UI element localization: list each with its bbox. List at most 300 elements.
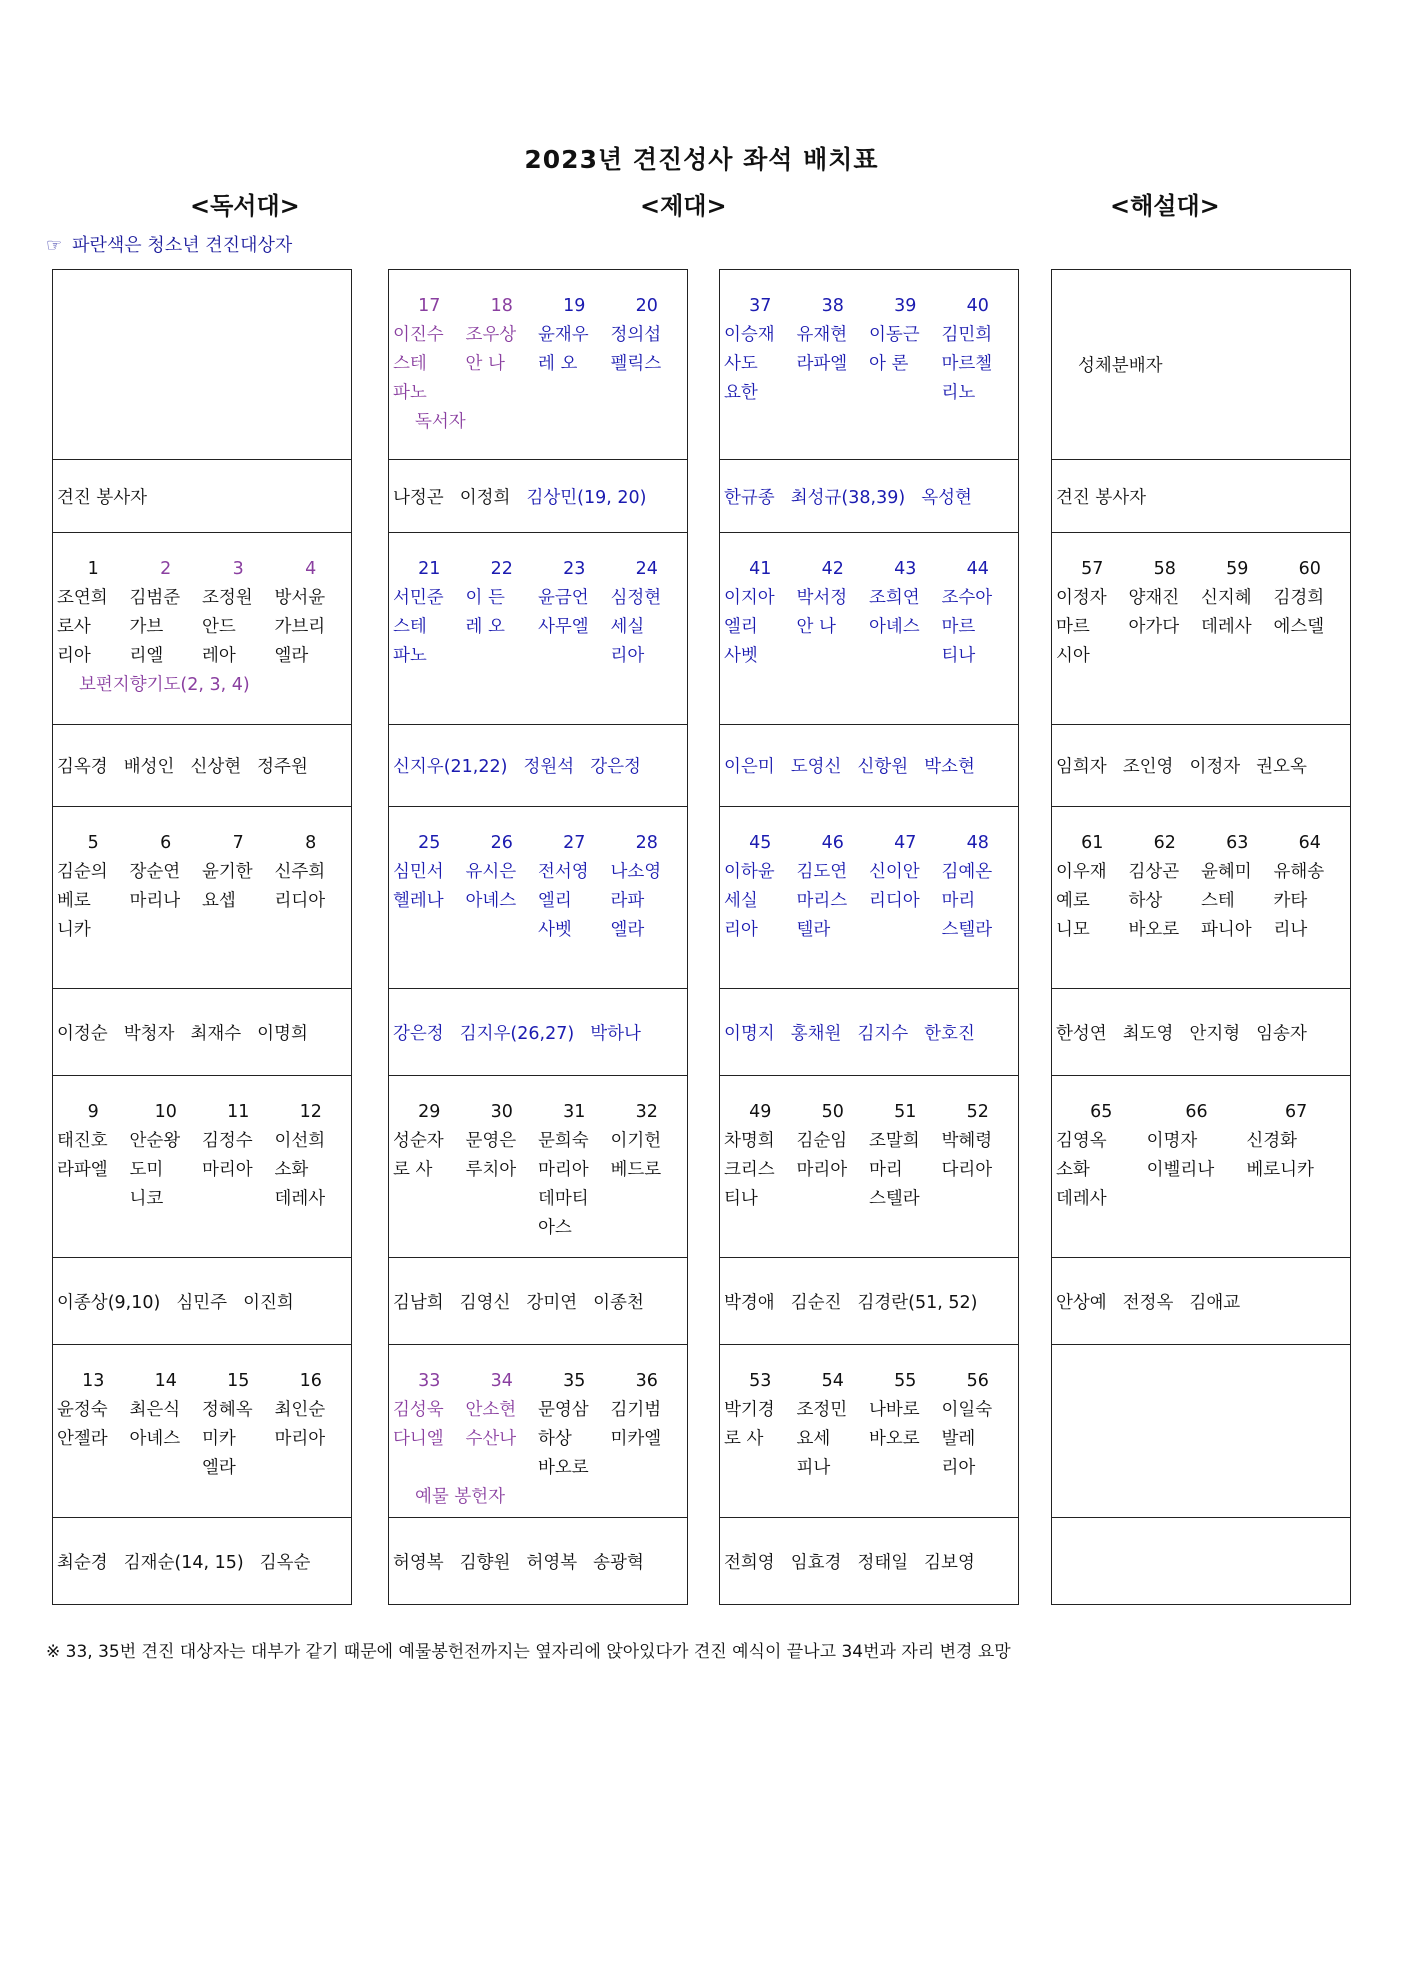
seat-block — [720, 270, 1018, 460]
candidate-name: 전서영 — [538, 862, 589, 882]
candidate-name: 정혜옥 — [202, 1400, 253, 1420]
seat-name-row — [1056, 858, 1346, 887]
baptismal-name: 라파 — [610, 891, 645, 911]
helper-row — [1052, 460, 1350, 533]
seat-block — [53, 1076, 351, 1258]
helper-row — [53, 1258, 351, 1345]
baptismal-name-cont: 니모 — [1056, 920, 1090, 940]
baptismal-name-cont — [275, 916, 348, 945]
seat-block — [1052, 1076, 1350, 1258]
candidate-name: 정의섭 — [610, 325, 662, 345]
baptismal-name-row — [57, 887, 347, 916]
helper-name: 정원석 — [523, 757, 575, 777]
baptismal-name-cont — [538, 642, 611, 671]
baptismal-name-row — [724, 1156, 1014, 1185]
baptismal-name-row — [724, 350, 1014, 379]
baptismal-name: 마리아 — [274, 1429, 326, 1449]
baptismal-name-cont: 바오로 — [1128, 920, 1180, 940]
baptismal-name-row — [57, 613, 347, 642]
seat-block — [389, 1345, 687, 1518]
baptismal-name-cont: 사벳 — [724, 646, 758, 666]
seat-number: 2 — [160, 559, 172, 579]
baptismal-name: 사무엘 — [538, 617, 589, 637]
baptismal-name: 마리 — [869, 1160, 903, 1180]
baptismal-name: 마르첼 — [941, 354, 993, 374]
baptismal-name-cont: 엘라 — [610, 920, 645, 940]
seat-name-row — [393, 1396, 683, 1425]
candidate-name: 유재현 — [796, 325, 848, 345]
baptismal-name: 로 사 — [393, 1160, 433, 1180]
candidate-name: 조말희 — [869, 1131, 920, 1151]
helper-name: 신지우(21,22) — [393, 757, 508, 777]
candidate-name: 성순자 — [393, 1131, 444, 1151]
seat-block — [53, 807, 351, 989]
baptismal-name-row — [724, 613, 1014, 642]
page-title: 2023년 견진성사 좌석 배치표 — [524, 145, 879, 174]
baptismal-name: 데레사 — [1201, 617, 1252, 637]
baptismal-name-cont: 시아 — [1056, 646, 1090, 666]
seat-number: 67 — [1285, 1102, 1308, 1122]
helper-list — [57, 989, 347, 1075]
candidate-name: 조희연 — [869, 588, 920, 608]
baptismal-name: 크리스 — [724, 1160, 775, 1180]
seat-number-row — [57, 1367, 347, 1396]
baptismal-name-row — [393, 887, 683, 916]
baptismal-name-cont — [869, 642, 942, 671]
baptismal-name: 아녜스 — [129, 1429, 181, 1449]
baptismal-name-row-2 — [1056, 1185, 1346, 1214]
seat-number-row — [393, 1098, 683, 1127]
candidate-name: 김상곤 — [1128, 862, 1180, 882]
helper-name: 강미연 — [526, 1292, 578, 1313]
candidate-name: 김순임 — [796, 1131, 848, 1151]
helper-row — [389, 989, 687, 1076]
candidate-name: 윤재우 — [538, 325, 589, 345]
baptismal-name: 라파엘 — [57, 1160, 108, 1180]
candidate-name: 이일숙 — [941, 1400, 993, 1420]
candidate-name: 이동근 — [869, 325, 920, 345]
baptismal-name: 소화 — [274, 1160, 309, 1180]
baptismal-name: 엘리 — [724, 617, 758, 637]
seat-number: 4 — [305, 559, 317, 579]
helper-name: 권오옥 — [1256, 757, 1307, 777]
baptismal-name: 사도 — [724, 354, 758, 374]
baptismal-name-row-2 — [393, 1185, 683, 1214]
candidate-name: 이정자 — [1056, 588, 1107, 608]
helper-name: 최순경 — [57, 1552, 108, 1573]
seat-block — [53, 270, 351, 460]
seat-number: 66 — [1185, 1102, 1208, 1122]
helper-name: 임효경 — [790, 1552, 842, 1573]
seat-number: 29 — [418, 1102, 441, 1122]
helper-name: 이진희 — [243, 1292, 294, 1313]
baptismal-name-row-2 — [393, 1454, 683, 1483]
baptismal-name-row — [724, 1425, 1014, 1454]
seat-block — [720, 807, 1018, 989]
baptismal-name: 요세 — [796, 1429, 831, 1449]
baptismal-name-cont: 티나 — [724, 1189, 758, 1209]
baptismal-name-cont — [942, 1185, 1015, 1214]
baptismal-name-row-2 — [393, 916, 683, 945]
helper-name: 김지수 — [857, 1023, 909, 1044]
seat-name-row — [57, 1396, 347, 1425]
helper-name: 한호진 — [924, 1023, 975, 1044]
candidate-name: 유시은 — [465, 862, 517, 882]
baptismal-name: 레 오 — [538, 354, 578, 374]
helper-row — [389, 1258, 687, 1345]
helper-name: 이종상(9,10) — [57, 1292, 161, 1313]
role-note: 보편지향기도(2, 3, 4) — [79, 675, 250, 695]
baptismal-name: 하상 — [538, 1429, 572, 1449]
candidate-name: 태진호 — [57, 1131, 108, 1151]
helper-name: 김남희 — [393, 1292, 444, 1313]
candidate-name: 양재진 — [1128, 588, 1180, 608]
baptismal-name-cont: 리아 — [610, 646, 645, 666]
baptismal-name-row-2 — [724, 379, 1014, 408]
helper-row — [720, 460, 1018, 533]
seat-number: 18 — [490, 296, 513, 316]
helper-name: 정주원 — [257, 757, 308, 777]
seating-column-1 — [52, 269, 352, 1605]
candidate-name: 이 든 — [465, 588, 505, 608]
seat-name-row — [1056, 1127, 1346, 1156]
baptismal-name-row — [1056, 1156, 1346, 1185]
helper-row — [720, 1518, 1018, 1605]
baptismal-name: 발레 — [941, 1429, 976, 1449]
baptismal-name-cont — [130, 916, 203, 945]
seat-block — [720, 533, 1018, 725]
helper-name: 박소현 — [924, 757, 975, 777]
helper-name: 김애교 — [1189, 1292, 1241, 1313]
baptismal-name-cont — [869, 1454, 942, 1483]
seat-number: 14 — [154, 1371, 177, 1391]
seat-number: 27 — [563, 833, 586, 853]
baptismal-name-row-2 — [1056, 916, 1346, 945]
seat-number-row — [57, 1098, 347, 1127]
candidate-name: 이지아 — [724, 588, 775, 608]
baptismal-name-row — [393, 1156, 683, 1185]
candidate-name: 최은식 — [129, 1400, 181, 1420]
helper-list — [724, 460, 1014, 532]
baptismal-name: 마리아 — [796, 1160, 848, 1180]
baptismal-name-row — [393, 613, 683, 642]
baptismal-name: 라파엘 — [796, 354, 848, 374]
baptismal-name-cont — [57, 1185, 130, 1214]
candidate-name: 안순왕 — [129, 1131, 181, 1151]
seat-number: 54 — [821, 1371, 844, 1391]
baptismal-name-cont: 리노 — [941, 383, 976, 403]
helper-list — [724, 1258, 1014, 1344]
helper-name: 송광혁 — [593, 1552, 644, 1573]
section-commentator: <해설대> — [1110, 192, 1220, 220]
seat-number: 10 — [154, 1102, 177, 1122]
candidate-name: 장순연 — [129, 862, 181, 882]
seat-number: 61 — [1081, 833, 1104, 853]
baptismal-name-cont — [1201, 642, 1274, 671]
seat-number: 47 — [894, 833, 917, 853]
baptismal-name-cont: 파니아 — [1201, 920, 1252, 940]
baptismal-name-cont — [466, 916, 539, 945]
baptismal-name: 안젤라 — [57, 1429, 108, 1449]
baptismal-name-row — [57, 1156, 347, 1185]
seat-number: 48 — [966, 833, 989, 853]
baptismal-name-row-2 — [393, 379, 683, 408]
seat-number: 42 — [821, 559, 844, 579]
candidate-name: 김정수 — [202, 1131, 253, 1151]
seat-number: 19 — [563, 296, 586, 316]
seat-name-row — [393, 321, 683, 350]
helper-list — [393, 1518, 683, 1604]
baptismal-name-cont: 엘라 — [202, 1458, 236, 1478]
candidate-name: 박기경 — [724, 1400, 775, 1420]
seat-number-row — [57, 555, 347, 584]
seat-name-row — [724, 858, 1014, 887]
seat-number: 31 — [563, 1102, 586, 1122]
helper-list — [393, 460, 683, 532]
candidate-name: 이진수 — [393, 325, 444, 345]
seat-block — [389, 533, 687, 725]
seat-number-row — [393, 1367, 683, 1396]
candidate-name: 유해송 — [1273, 862, 1325, 882]
candidate-name: 신이안 — [869, 862, 920, 882]
candidate-name: 김성욱 — [393, 1400, 444, 1420]
baptismal-name-row — [1056, 887, 1346, 916]
helper-name: 김경란(51, 52) — [857, 1292, 978, 1313]
seating-column-4 — [1051, 269, 1351, 1605]
baptismal-name: 마리아 — [538, 1160, 589, 1180]
seat-number: 16 — [299, 1371, 322, 1391]
seat-number-row — [393, 829, 683, 858]
helper-row — [389, 1518, 687, 1605]
helper-name: 김순진 — [790, 1292, 842, 1313]
baptismal-name: 미카 — [202, 1429, 236, 1449]
baptismal-name: 스테 — [393, 354, 427, 374]
seat-number: 55 — [894, 1371, 917, 1391]
baptismal-name: 아가다 — [1128, 617, 1180, 637]
seat-block — [1052, 807, 1350, 989]
helper-name: 허영복 — [526, 1552, 578, 1573]
helper-name: 이은미 — [724, 757, 775, 777]
seat-block — [720, 1076, 1018, 1258]
seat-block — [720, 1345, 1018, 1518]
seat-number: 36 — [635, 1371, 658, 1391]
candidate-name: 조정원 — [202, 588, 253, 608]
seat-number-row — [1056, 1098, 1346, 1127]
baptismal-name-cont — [611, 1214, 684, 1243]
candidate-name: 이우재 — [1056, 862, 1107, 882]
helper-name: 이정희 — [459, 487, 511, 508]
helper-list — [393, 725, 683, 806]
helper-name: 신항원 — [857, 757, 909, 777]
seat-number: 40 — [966, 296, 989, 316]
helper-list — [724, 725, 1014, 806]
baptismal-name: 소화 — [1056, 1160, 1090, 1180]
candidate-name: 조정민 — [796, 1400, 848, 1420]
helper-row — [53, 1518, 351, 1605]
seat-block — [1052, 1345, 1350, 1518]
seat-number: 49 — [749, 1102, 772, 1122]
seat-number: 32 — [635, 1102, 658, 1122]
baptismal-name-cont — [393, 1454, 466, 1483]
candidate-name: 이선희 — [274, 1131, 326, 1151]
baptismal-name-cont — [1129, 642, 1202, 671]
candidate-name: 윤금언 — [538, 588, 589, 608]
baptismal-name-cont — [202, 916, 275, 945]
helper-name: 한성연 — [1056, 1023, 1107, 1044]
seat-number: 24 — [635, 559, 658, 579]
candidate-name: 신주희 — [274, 862, 326, 882]
helper-name: 강은정 — [590, 757, 641, 777]
helper-name: 임희자 — [1056, 757, 1107, 777]
helper-name: 안지형 — [1189, 1023, 1241, 1044]
candidate-name: 김순의 — [57, 862, 108, 882]
candidate-name: 나바로 — [869, 1400, 920, 1420]
seat-number: 11 — [227, 1102, 250, 1122]
seat-number: 33 — [418, 1371, 441, 1391]
baptismal-name-cont — [611, 1454, 684, 1483]
seat-number: 60 — [1298, 559, 1321, 579]
seat-name-row — [393, 858, 683, 887]
seat-block — [53, 1345, 351, 1518]
baptismal-name-cont — [393, 916, 466, 945]
baptismal-name: 마리스 — [796, 891, 848, 911]
baptismal-name: 베드로 — [610, 1160, 662, 1180]
helper-list — [1056, 1518, 1346, 1604]
seat-number: 20 — [635, 296, 658, 316]
seat-name-row — [724, 1396, 1014, 1425]
baptismal-name: 마리 — [941, 891, 976, 911]
seat-number: 35 — [563, 1371, 586, 1391]
baptismal-name: 다리아 — [941, 1160, 993, 1180]
label-wrap — [1056, 270, 1346, 459]
baptismal-name-cont — [130, 1454, 203, 1483]
seat-number-row — [724, 292, 1014, 321]
baptismal-name: 마르 — [1056, 617, 1090, 637]
seat-number: 58 — [1153, 559, 1176, 579]
helper-name: 배성인 — [123, 757, 175, 777]
baptismal-name-cont — [466, 642, 539, 671]
seat-number: 6 — [160, 833, 172, 853]
baptismal-name-cont: 니코 — [129, 1189, 164, 1209]
candidate-name: 김범준 — [129, 588, 181, 608]
candidate-name: 이승재 — [724, 325, 775, 345]
seat-block — [389, 270, 687, 460]
seat-block — [1052, 533, 1350, 725]
baptismal-name-cont: 데레사 — [274, 1189, 326, 1209]
seat-number: 5 — [87, 833, 99, 853]
baptismal-name: 안 나 — [465, 354, 505, 374]
helper-name: 신상현 — [190, 757, 242, 777]
baptismal-name-cont: 텔라 — [796, 920, 831, 940]
role-note: 예물 봉헌자 — [415, 1487, 506, 1507]
baptismal-name-row-2 — [57, 1454, 347, 1483]
baptismal-name: 다니엘 — [393, 1429, 444, 1449]
baptismal-name-cont: 바오로 — [538, 1458, 589, 1478]
helper-list — [57, 1518, 347, 1604]
candidate-name: 나소영 — [610, 862, 662, 882]
candidate-name: 윤정숙 — [57, 1400, 108, 1420]
baptismal-name: 하상 — [1128, 891, 1163, 911]
baptismal-name-cont: 아스 — [538, 1218, 572, 1238]
seat-number: 17 — [418, 296, 441, 316]
helper-row — [53, 989, 351, 1076]
baptismal-name-cont — [275, 1454, 348, 1483]
candidate-name: 조연희 — [57, 588, 108, 608]
seat-name-row — [724, 584, 1014, 613]
helper-name: 옥성현 — [921, 487, 972, 508]
baptismal-name-cont — [611, 379, 684, 408]
seat-number-row — [1056, 829, 1346, 858]
baptismal-name-cont: 니카 — [57, 920, 91, 940]
helper-list — [393, 989, 683, 1075]
helper-name: 강은정 — [393, 1023, 444, 1044]
seating-column-3 — [719, 269, 1019, 1605]
seat-name-row — [57, 858, 347, 887]
candidate-name: 심정현 — [610, 588, 662, 608]
seat-number: 7 — [232, 833, 244, 853]
helper-row — [720, 1258, 1018, 1345]
baptismal-name: 레 오 — [465, 617, 505, 637]
helper-row — [389, 725, 687, 807]
seat-number: 63 — [1226, 833, 1249, 853]
baptismal-name: 바오로 — [869, 1429, 920, 1449]
candidate-name: 윤혜미 — [1201, 862, 1252, 882]
helper-name: 조인영 — [1122, 757, 1174, 777]
seat-number: 41 — [749, 559, 772, 579]
helper-name: 견진 봉사자 — [1056, 487, 1147, 508]
seat-number-row — [724, 1367, 1014, 1396]
baptismal-name: 수산나 — [465, 1429, 517, 1449]
helper-row — [1052, 989, 1350, 1076]
baptismal-name-cont — [724, 1454, 797, 1483]
candidate-name: 문영삼 — [538, 1400, 589, 1420]
seat-name-row — [724, 321, 1014, 350]
baptismal-name: 베로니카 — [1246, 1160, 1314, 1180]
helper-name: 김옥경 — [57, 757, 108, 777]
helper-name: 김재순(14, 15) — [123, 1552, 244, 1573]
seat-number-row — [1056, 555, 1346, 584]
baptismal-name-cont — [869, 916, 942, 945]
seat-block — [389, 1076, 687, 1258]
helper-list — [1056, 725, 1346, 806]
baptismal-name-cont — [466, 1454, 539, 1483]
baptismal-name-cont: 파노 — [393, 646, 427, 666]
helper-name: 김향원 — [459, 1552, 511, 1573]
baptismal-name-cont: 리엘 — [129, 646, 164, 666]
seat-number: 50 — [821, 1102, 844, 1122]
seat-number-row — [393, 292, 683, 321]
baptismal-name: 안드 — [202, 617, 236, 637]
seat-number: 21 — [418, 559, 441, 579]
role-note: 독서자 — [415, 412, 466, 432]
baptismal-name: 아녜스 — [869, 617, 920, 637]
helper-row — [1052, 725, 1350, 807]
candidate-name: 신경화 — [1246, 1131, 1298, 1151]
baptismal-name: 스테 — [1201, 891, 1235, 911]
baptismal-name-row — [724, 887, 1014, 916]
seat-number-row — [724, 555, 1014, 584]
seat-number: 46 — [821, 833, 844, 853]
helper-name: 김보영 — [924, 1552, 975, 1573]
candidate-name: 서민준 — [393, 588, 444, 608]
helper-name: 전희영 — [724, 1552, 775, 1573]
baptismal-name: 로 사 — [724, 1429, 764, 1449]
baptismal-name-cont: 리아 — [57, 646, 91, 666]
baptismal-name: 카타 — [1273, 891, 1308, 911]
baptismal-name-cont — [797, 642, 870, 671]
seat-number: 62 — [1153, 833, 1176, 853]
helper-name: 최재수 — [190, 1023, 242, 1044]
